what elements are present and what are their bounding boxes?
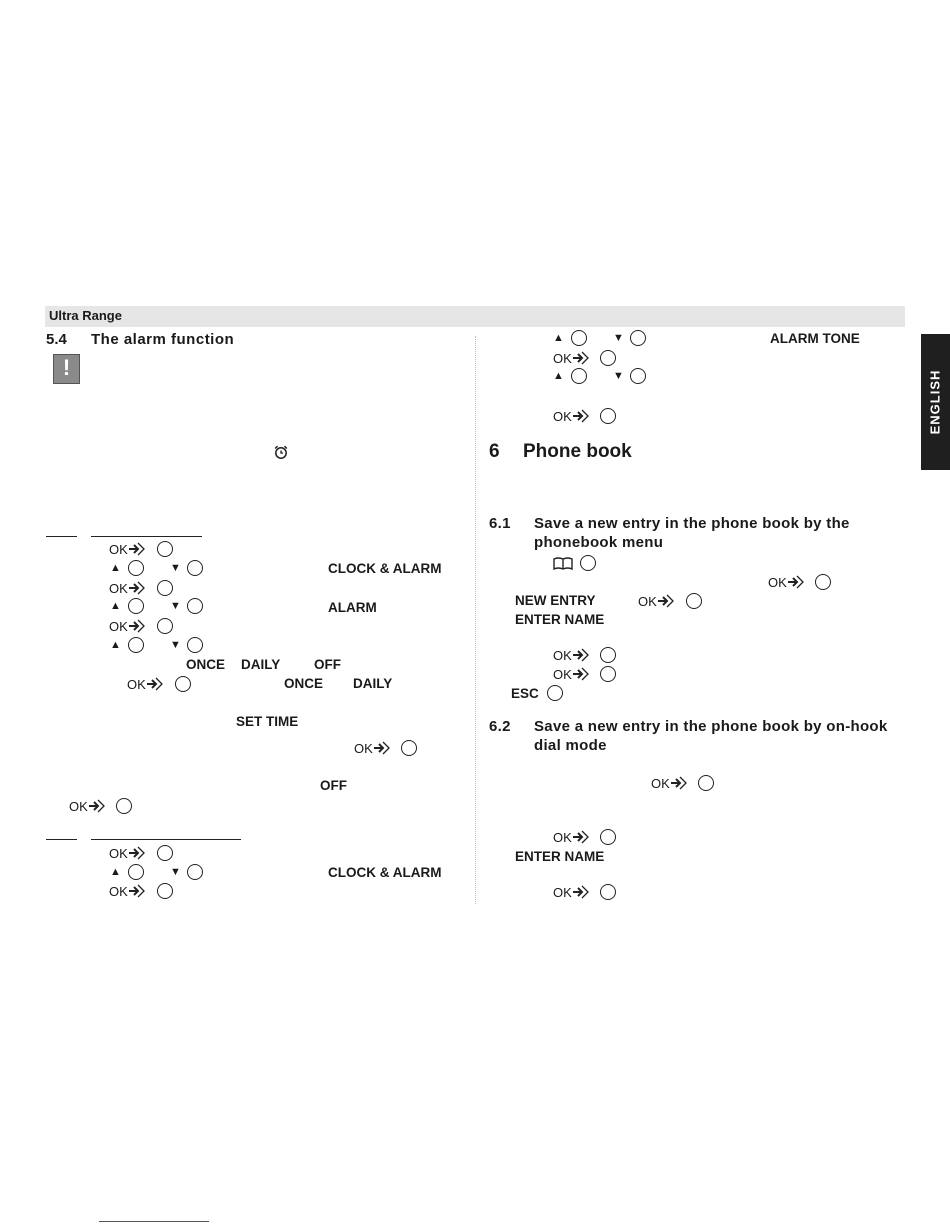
ok-arrow-icon — [572, 647, 590, 663]
ok-arrow-icon — [128, 541, 146, 557]
section-title: dial mode — [534, 737, 607, 754]
option-label: DAILY — [241, 657, 281, 672]
down-key: ▼ — [613, 332, 624, 344]
key-circle — [175, 676, 191, 692]
key-circle — [571, 368, 587, 384]
section-number: 6.1 — [489, 515, 511, 532]
option-label: ONCE — [186, 657, 226, 672]
ok-key: OK — [553, 666, 590, 682]
ok-arrow-icon — [572, 350, 590, 366]
option-label: ONCE — [284, 676, 324, 691]
language-tab-label: ENGLISH — [927, 369, 943, 435]
key-circle — [600, 350, 616, 366]
ok-key: OK — [354, 740, 391, 756]
chapter-number: 6 — [489, 441, 500, 462]
down-key: ▼ — [170, 639, 181, 651]
ok-arrow-icon — [128, 618, 146, 634]
ok-key: OK — [109, 541, 146, 557]
section-title: Save a new entry in the phone book by on-hook — [534, 718, 888, 735]
menu-label: SET TIME — [236, 714, 299, 729]
option-label: DAILY — [353, 676, 393, 691]
header-title: Ultra Range — [49, 308, 122, 323]
key-circle — [571, 330, 587, 346]
ok-arrow-icon — [572, 408, 590, 424]
underline-rule — [91, 839, 241, 840]
ok-key: OK — [109, 618, 146, 634]
underline-rule — [91, 536, 202, 537]
key-circle — [630, 368, 646, 384]
ok-key: OK — [553, 647, 590, 663]
key-circle — [401, 740, 417, 756]
up-key: ▲ — [110, 600, 121, 612]
menu-label: ENTER NAME — [515, 849, 605, 864]
option-label: OFF — [320, 778, 347, 793]
underline-rule — [46, 839, 77, 840]
alarm-clock-icon — [273, 444, 289, 460]
underline-rule — [46, 536, 77, 537]
menu-label: ENTER NAME — [515, 612, 605, 627]
ok-arrow-icon — [572, 666, 590, 682]
menu-label: NEW ENTRY — [515, 593, 596, 608]
section-title: phonebook menu — [534, 534, 664, 551]
section-title: Save a new entry in the phone book by the — [534, 515, 850, 532]
key-circle — [630, 330, 646, 346]
key-circle — [580, 555, 596, 571]
key-circle — [157, 845, 173, 861]
up-key: ▲ — [110, 562, 121, 574]
menu-label: ALARM TONE — [770, 331, 860, 346]
key-circle — [157, 580, 173, 596]
ok-key: OK — [127, 676, 164, 692]
key-circle — [128, 864, 144, 880]
esc-key-label: ESC — [511, 686, 539, 701]
key-circle — [157, 541, 173, 557]
down-key: ▼ — [170, 600, 181, 612]
section-title: The alarm function — [91, 331, 235, 348]
ok-arrow-icon — [128, 845, 146, 861]
warning-icon: ! — [53, 354, 80, 384]
down-key: ▼ — [170, 562, 181, 574]
ok-key: OK — [109, 883, 146, 899]
key-circle — [187, 864, 203, 880]
menu-label: CLOCK & ALARM — [328, 561, 442, 576]
ok-key: OK — [553, 408, 590, 424]
footer-line — [99, 1221, 209, 1222]
ok-key: OK — [109, 580, 146, 596]
up-key: ▲ — [110, 866, 121, 878]
key-circle — [547, 685, 563, 701]
ok-key: OK — [109, 845, 146, 861]
column-divider — [475, 336, 476, 904]
ok-arrow-icon — [657, 593, 675, 609]
phonebook-icon — [553, 557, 573, 571]
header-bar — [45, 306, 905, 327]
ok-arrow-icon — [787, 574, 805, 590]
key-circle — [600, 884, 616, 900]
up-key: ▲ — [110, 639, 121, 651]
ok-key: OK — [553, 350, 590, 366]
ok-key: OK — [638, 593, 675, 609]
key-circle — [128, 637, 144, 653]
down-key: ▼ — [613, 370, 624, 382]
key-circle — [157, 618, 173, 634]
ok-key: OK — [553, 829, 590, 845]
key-circle — [815, 574, 831, 590]
ok-key: OK — [651, 775, 688, 791]
section-number: 6.2 — [489, 718, 511, 735]
option-label: OFF — [314, 657, 341, 672]
ok-arrow-icon — [128, 883, 146, 899]
ok-arrow-icon — [373, 740, 391, 756]
ok-key: OK — [768, 574, 805, 590]
key-circle — [128, 560, 144, 576]
ok-key: OK — [69, 798, 106, 814]
chapter-title: Phone book — [523, 441, 632, 462]
ok-arrow-icon — [572, 829, 590, 845]
key-circle — [116, 798, 132, 814]
ok-key: OK — [553, 884, 590, 900]
up-key: ▲ — [553, 370, 564, 382]
key-circle — [187, 637, 203, 653]
ok-arrow-icon — [128, 580, 146, 596]
key-circle — [157, 883, 173, 899]
key-circle — [686, 593, 702, 609]
ok-arrow-icon — [146, 676, 164, 692]
section-number: 5.4 — [46, 331, 67, 348]
key-circle — [187, 598, 203, 614]
ok-arrow-icon — [88, 798, 106, 814]
key-circle — [600, 647, 616, 663]
key-circle — [600, 666, 616, 682]
ok-arrow-icon — [572, 884, 590, 900]
key-circle — [698, 775, 714, 791]
ok-arrow-icon — [670, 775, 688, 791]
key-circle — [128, 598, 144, 614]
key-circle — [187, 560, 203, 576]
down-key: ▼ — [170, 866, 181, 878]
key-circle — [600, 408, 616, 424]
menu-label: ALARM — [328, 600, 377, 615]
menu-label: CLOCK & ALARM — [328, 865, 442, 880]
up-key: ▲ — [553, 332, 564, 344]
key-circle — [600, 829, 616, 845]
